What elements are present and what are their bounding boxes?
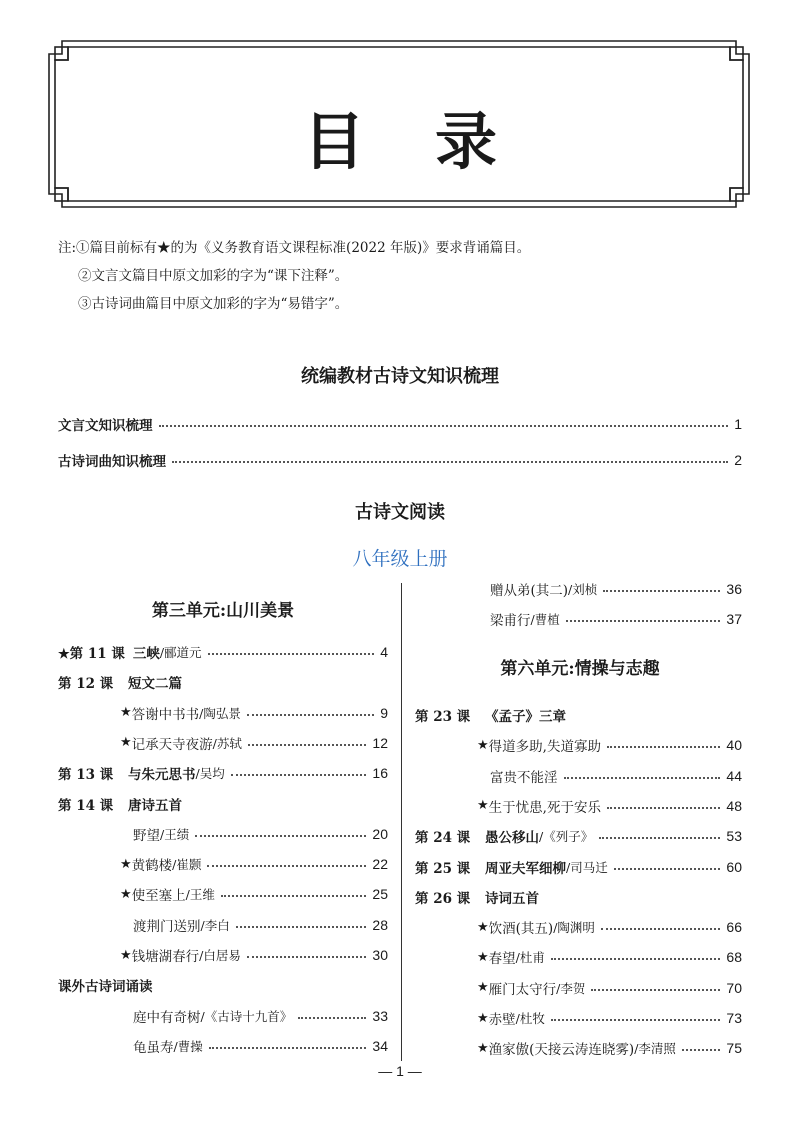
toc-entry-title: 黄鹤楼 xyxy=(131,858,173,875)
toc-entry-page: 25 xyxy=(372,886,388,903)
toc-entry-title: 答谢中书书 xyxy=(131,706,200,723)
leader-dots xyxy=(247,714,374,716)
toc-entry-page: 60 xyxy=(726,858,742,875)
toc-entry-author: /李清照 xyxy=(634,1041,676,1057)
toc-entry[interactable] xyxy=(415,1008,742,1028)
toc-entry-title: 周亚夫军细柳 xyxy=(485,860,566,877)
toc-entry[interactable] xyxy=(415,826,742,846)
toc-entry-author: /陶渊明 xyxy=(553,920,595,936)
toc-entry-page: 9 xyxy=(380,704,388,721)
toc-entry[interactable] xyxy=(415,947,742,967)
toc-entry[interactable] xyxy=(415,917,742,937)
toc-entry-page: 30 xyxy=(372,947,388,963)
toc-entry-title: 短文二篇 xyxy=(128,676,182,693)
toc-entry-page: 75 xyxy=(726,1040,742,1057)
leader-dots xyxy=(601,928,721,930)
toc-entry-title: 野望 xyxy=(133,827,160,844)
toc-entry-title: 梁甫行 xyxy=(490,613,531,629)
star-icon: ★ xyxy=(120,947,132,963)
toc-entry[interactable] xyxy=(58,450,742,470)
toc-group-heading xyxy=(415,887,742,907)
toc-entry-title: 赠从弟(其二) xyxy=(490,583,569,599)
toc-entry-title: 渔家傲(天接云涛连晓雾) xyxy=(488,1042,635,1059)
toc-entry-title: 愚公移山 xyxy=(485,830,539,847)
leader-dots xyxy=(236,926,367,928)
toc-entry-title: 文言文知识梳理 xyxy=(58,418,153,434)
toc-entry-page: 48 xyxy=(726,797,742,814)
toc-entry-author: /陶弘景 xyxy=(199,705,241,721)
leader-dots xyxy=(566,620,721,622)
toc-entry-author: /吴均 xyxy=(195,766,225,782)
column-divider xyxy=(401,583,402,1061)
star-icon: ★ xyxy=(120,856,132,872)
toc-entry-title: 古诗词曲知识梳理 xyxy=(58,454,166,470)
toc-entry-page: 36 xyxy=(726,581,742,597)
toc-entry[interactable] xyxy=(58,763,388,783)
leader-dots xyxy=(208,653,375,655)
leader-dots xyxy=(248,744,367,746)
toc-entry-author: /李白 xyxy=(200,917,230,933)
toc-entry[interactable] xyxy=(58,1006,388,1026)
toc-group-heading xyxy=(58,794,388,814)
star-icon: ★ xyxy=(477,1040,489,1056)
toc-entry[interactable] xyxy=(58,733,388,753)
toc-entry-title: 赤壁 xyxy=(488,1012,516,1028)
leader-dots xyxy=(599,837,720,839)
toc-entry-author: /曹操 xyxy=(173,1038,203,1054)
toc-entry-title: 钱塘湖春行 xyxy=(131,949,200,965)
toc-entry-page: 68 xyxy=(726,949,742,966)
star-icon: ★ xyxy=(477,1010,489,1026)
toc-entry[interactable] xyxy=(415,609,742,629)
toc-entry-page: 20 xyxy=(372,825,388,842)
toc-entry-author: /郦道元 xyxy=(159,645,202,660)
lesson-number: 第 12 课 xyxy=(58,676,114,693)
toc-entry-author: /曹植 xyxy=(530,612,560,627)
toc-entry-title: 春望 xyxy=(488,951,516,968)
toc-entry[interactable] xyxy=(58,945,388,965)
toc-entry-title: 得道多助,失道寡助 xyxy=(488,739,601,756)
toc-entry[interactable] xyxy=(58,854,388,874)
toc-entry-title: 唐诗五首 xyxy=(128,797,182,814)
toc-entry-author: /《列子》 xyxy=(539,829,594,845)
toc-entry-author: /白居易 xyxy=(199,948,241,963)
toc-entry[interactable] xyxy=(415,579,742,599)
toc-entry-page: 40 xyxy=(726,737,742,754)
toc-entry-author: /《古诗十九首》 xyxy=(200,1008,293,1024)
leader-dots xyxy=(207,865,366,867)
toc-entry-title: 富贵不能淫 xyxy=(490,769,558,786)
toc-entry[interactable] xyxy=(415,857,742,877)
toc-entry-author: /李贺 xyxy=(556,980,586,996)
toc-entry-title: 使至塞上 xyxy=(131,888,186,905)
toc-entry-author: /杜牧 xyxy=(515,1011,545,1026)
lesson-number: 第 11 课 xyxy=(69,646,125,662)
toc-entry[interactable] xyxy=(415,978,742,998)
toc-entry-page: 70 xyxy=(726,979,742,996)
leader-dots xyxy=(209,1047,367,1049)
leader-dots xyxy=(221,895,367,897)
toc-entry[interactable] xyxy=(415,1038,742,1058)
toc-entry[interactable] xyxy=(58,884,388,904)
leader-dots xyxy=(614,868,721,870)
toc-entry[interactable] xyxy=(415,766,742,786)
toc-entry-page: 16 xyxy=(372,765,388,782)
note-1: 注:①篇目前标有★的为《义务教育语文课程标准(2022 年版)》要求背诵篇目。 xyxy=(58,240,531,256)
note-2: ②文言文篇目中原文加彩的字为“课下注释”。 xyxy=(78,268,349,284)
lesson-number: 第 14 课 xyxy=(58,797,114,814)
page-title: 目录 xyxy=(302,105,567,178)
leader-dots xyxy=(607,746,720,748)
toc-entry-page: 22 xyxy=(372,856,388,873)
toc-entry[interactable] xyxy=(415,796,742,816)
toc-entry-title: 庭中有奇树 xyxy=(133,1009,201,1026)
toc-group-heading xyxy=(415,705,742,725)
star-icon: ★ xyxy=(120,705,132,721)
lesson-number: 课外古诗词诵读 xyxy=(58,979,153,996)
toc-entry-author: /苏轼 xyxy=(212,735,242,751)
leader-dots xyxy=(231,774,367,776)
star-icon: ★ xyxy=(477,949,489,965)
page-number: — 1 — xyxy=(378,1063,422,1079)
leader-dots xyxy=(172,461,728,463)
toc-entry-page: 44 xyxy=(726,767,742,784)
lesson-number: 第 24 课 xyxy=(415,830,471,847)
toc-entry-author: /王维 xyxy=(185,887,215,903)
section-heading-reading: 古诗文阅读 xyxy=(355,502,445,523)
star-icon: ★ xyxy=(477,919,489,935)
lesson-number: 第 25 课 xyxy=(415,860,471,877)
star-icon: ★ xyxy=(477,737,489,753)
toc-entry-page: 1 xyxy=(734,416,742,432)
star-icon: ★ xyxy=(120,735,132,751)
leader-dots xyxy=(195,835,366,837)
unit-heading-left: 第三单元:山川美景 xyxy=(151,601,295,621)
toc-entry[interactable] xyxy=(58,414,742,434)
unit-heading-right: 第六单元:情操与志趣 xyxy=(500,659,660,679)
toc-entry-page: 53 xyxy=(726,828,742,845)
leader-dots xyxy=(682,1049,721,1051)
section-heading-knowledge: 统编教材古诗文知识梳理 xyxy=(301,366,499,387)
toc-entry-title: 饮酒(其五) xyxy=(488,921,554,938)
toc-entry-page: 73 xyxy=(726,1010,742,1026)
toc-entry-author: /司马迁 xyxy=(566,859,608,875)
lesson-number: 第 13 课 xyxy=(58,767,114,784)
leader-dots xyxy=(607,807,720,809)
toc-entry-title: 渡荆门送别 xyxy=(133,918,201,935)
toc-entry-page: 66 xyxy=(726,919,742,936)
toc-entry[interactable] xyxy=(58,642,388,662)
toc-entry-title: 与朱元思书 xyxy=(128,767,196,784)
note-3: ③古诗词曲篇目中原文加彩的字为“易错字”。 xyxy=(78,296,349,312)
toc-entry[interactable] xyxy=(58,915,388,935)
toc-entry-title: 雁门太守行 xyxy=(488,981,557,998)
grade-label: 八年级上册 xyxy=(352,549,448,570)
toc-entry[interactable] xyxy=(58,1036,388,1056)
toc-entry[interactable] xyxy=(58,703,388,723)
toc-entry-page: 37 xyxy=(726,611,742,627)
toc-group-heading xyxy=(58,672,388,692)
toc-entry[interactable] xyxy=(58,824,388,844)
leader-dots xyxy=(551,1019,721,1021)
star-icon: ★ xyxy=(58,647,70,662)
toc-entry-author: /杜甫 xyxy=(515,950,545,966)
leader-dots xyxy=(564,777,721,779)
toc-entry-page: 2 xyxy=(734,452,742,468)
toc-entry-page: 12 xyxy=(372,734,388,751)
lesson-number: 第 23 课 xyxy=(415,709,471,725)
leader-dots xyxy=(247,956,367,958)
toc-entry-author: /崔颢 xyxy=(172,857,202,873)
toc-entry-title: 记承天寺夜游 xyxy=(131,736,213,753)
leader-dots xyxy=(159,425,729,427)
toc-entry-author: /王绩 xyxy=(160,826,190,842)
toc-entry-page: 33 xyxy=(372,1007,388,1024)
toc-entry-title: 《孟子》三章 xyxy=(485,709,566,725)
toc-entry-title: 生于忧患,死于安乐 xyxy=(488,799,601,816)
toc-entry-title: 诗词五首 xyxy=(485,890,539,907)
leader-dots xyxy=(551,958,721,960)
leader-dots xyxy=(591,989,720,991)
toc-entry-author: /刘桢 xyxy=(568,582,598,597)
toc-entry[interactable] xyxy=(415,735,742,755)
star-icon: ★ xyxy=(477,798,489,814)
toc-entry-page: 4 xyxy=(380,644,388,660)
toc-entry-page: 34 xyxy=(372,1037,388,1054)
toc-entry-title: 龟虽寿 xyxy=(133,1039,174,1056)
star-icon: ★ xyxy=(477,980,489,996)
leader-dots xyxy=(298,1017,366,1019)
lesson-number: 第 26 课 xyxy=(415,890,471,907)
toc-entry-page: 28 xyxy=(372,916,388,933)
toc-group-heading xyxy=(58,975,388,995)
leader-dots xyxy=(603,590,720,592)
star-icon: ★ xyxy=(120,886,132,902)
toc-entry-title: 三峡 xyxy=(132,646,160,662)
